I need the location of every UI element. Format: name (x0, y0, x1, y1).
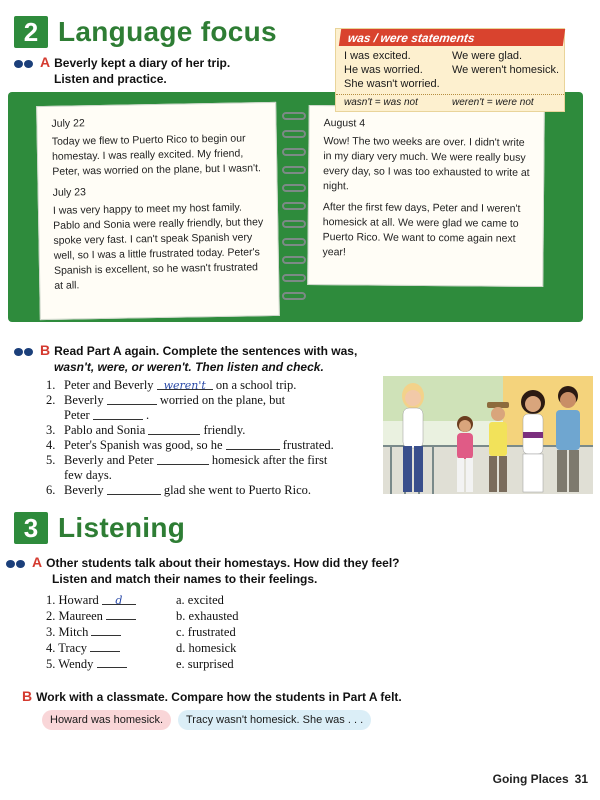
audio-cd-icon[interactable] (14, 347, 36, 357)
host-family-illustration (383, 376, 593, 494)
part-b-instruction (14, 342, 384, 375)
section-number: 3 (14, 512, 48, 544)
answer-blank[interactable] (97, 656, 127, 668)
instruction-line: Work with a classmate. Compare how the students in Part A felt. (36, 690, 402, 704)
instruction-line: Listen and practice. (54, 72, 167, 86)
grammar-contraction: weren't = were not (452, 97, 534, 108)
answer-blank[interactable] (93, 408, 143, 420)
grammar-contraction: wasn't = was not (344, 97, 418, 108)
section-title: Language focus (58, 16, 277, 47)
list-item: a. excited (176, 593, 224, 607)
answer-blank[interactable] (107, 483, 161, 495)
answer-blank[interactable] (107, 393, 157, 405)
section-number: 2 (14, 16, 48, 48)
list-item: 1. Howard d (46, 592, 196, 608)
grammar-example: We weren't homesick. (452, 64, 560, 76)
list-item: c. frustrated (176, 625, 236, 639)
diary-entry: After the first few days, Peter and I weren't homesick at all. We were glad we came to Puerto Rico. We want to come again next year! (322, 201, 521, 259)
answer-blank[interactable]: d (102, 593, 136, 605)
speech-bubble: Howard was homesick. (42, 710, 171, 730)
diary-date: August 4 (323, 117, 366, 130)
diary-entry: I was very happy to meet my host family. Pablo and Sonia were really friendly, but they spoke very fast. I can't speak Spanish very well, so I was a little frustrated today. Peter's Spanish is excellent, so he wasn't frustrated at all. (52, 201, 264, 292)
audio-cd-icon[interactable] (6, 559, 28, 569)
listening-a-instruction (6, 554, 586, 587)
answer-blank[interactable]: weren't (157, 378, 213, 390)
audio-cd-icon[interactable] (14, 59, 36, 69)
exercise-b-list (46, 378, 381, 498)
list-item: 2. Beverly worried on the plane, but (46, 393, 286, 407)
instruction-line: Beverly kept a diary of her trip. (54, 56, 231, 70)
list-item: 4. Peter's Spanish was good, so he frustrated. (46, 438, 334, 452)
section-3-header (14, 512, 185, 544)
grammar-box (335, 28, 565, 112)
grammar-example: We were glad. (452, 50, 523, 62)
part-letter: A (32, 554, 43, 570)
names-list (46, 592, 196, 672)
instruction-line: Other students talk about their homestays. How did they feel? (46, 556, 400, 570)
answer-blank[interactable] (226, 438, 280, 450)
part-letter: B (22, 688, 33, 704)
answer-blank[interactable] (91, 624, 121, 636)
notebook-spiral (280, 108, 310, 308)
list-item: 5. Beverly and Peter homesick after the first (46, 453, 328, 467)
instruction-line: wasn't, were, or weren't. Then listen and check. (54, 360, 324, 374)
grammar-heading: was / were statements (339, 29, 565, 46)
unit-title: Going Places (492, 772, 569, 786)
grammar-example (452, 77, 560, 91)
diary-date: July 23 (52, 186, 87, 199)
part-letter: B (40, 342, 51, 358)
list-item: d. homesick (176, 641, 237, 655)
list-item: Peter . (64, 408, 150, 422)
listening-b-instruction (22, 688, 582, 705)
grammar-example: He was worried. (344, 64, 423, 76)
section-title: Listening (58, 512, 186, 543)
speech-bubble: Tracy wasn't homesick. She was . . . (178, 710, 371, 730)
answer-blank[interactable] (148, 423, 200, 435)
answer-blank[interactable] (90, 640, 120, 652)
list-item: 4. Tracy (46, 640, 196, 656)
list-item: b. exhausted (176, 609, 239, 623)
answer-blank[interactable] (106, 608, 136, 620)
list-item: 6. Beverly glad she went to Puerto Rico. (46, 483, 312, 497)
instruction-line: Listen and match their names to their feelings. (52, 572, 318, 586)
answer-blank[interactable] (157, 453, 209, 465)
part-letter: A (40, 54, 51, 70)
diary-right-page (307, 105, 545, 287)
list-item: few days. (64, 468, 112, 482)
instruction-line: Read Part A again. Complete the sentences with was, (54, 344, 358, 358)
page-number: 31 (574, 772, 588, 786)
diary-date: July 22 (51, 117, 85, 130)
section-2-header (14, 16, 277, 48)
list-item: 1. Peter and Beverly weren't on a school trip. (46, 378, 297, 392)
list-item: 3. Pablo and Sonia friendly. (46, 423, 246, 437)
list-item: 5. Wendy (46, 656, 196, 672)
feelings-list (176, 592, 316, 672)
grammar-example: I was excited. (344, 50, 411, 62)
list-item: 3. Mitch (46, 624, 196, 640)
grammar-example: She wasn't worried. (344, 78, 440, 90)
diary-entry: Today we flew to Puerto Rico to begin our homestay. I was really excited. My friend, Peter, was worried on the plane, but I wasn't. (51, 132, 261, 178)
list-item: 2. Maureen (46, 608, 196, 624)
part-a-instruction (14, 54, 334, 87)
page-footer (493, 772, 588, 786)
diary-entry: Wow! The two weeks are over. I didn't write in my diary very much. We were really busy every day, so I was too exhausted to write at night. (323, 135, 530, 193)
diary-left-page (36, 102, 280, 320)
list-item: e. surprised (176, 657, 234, 671)
